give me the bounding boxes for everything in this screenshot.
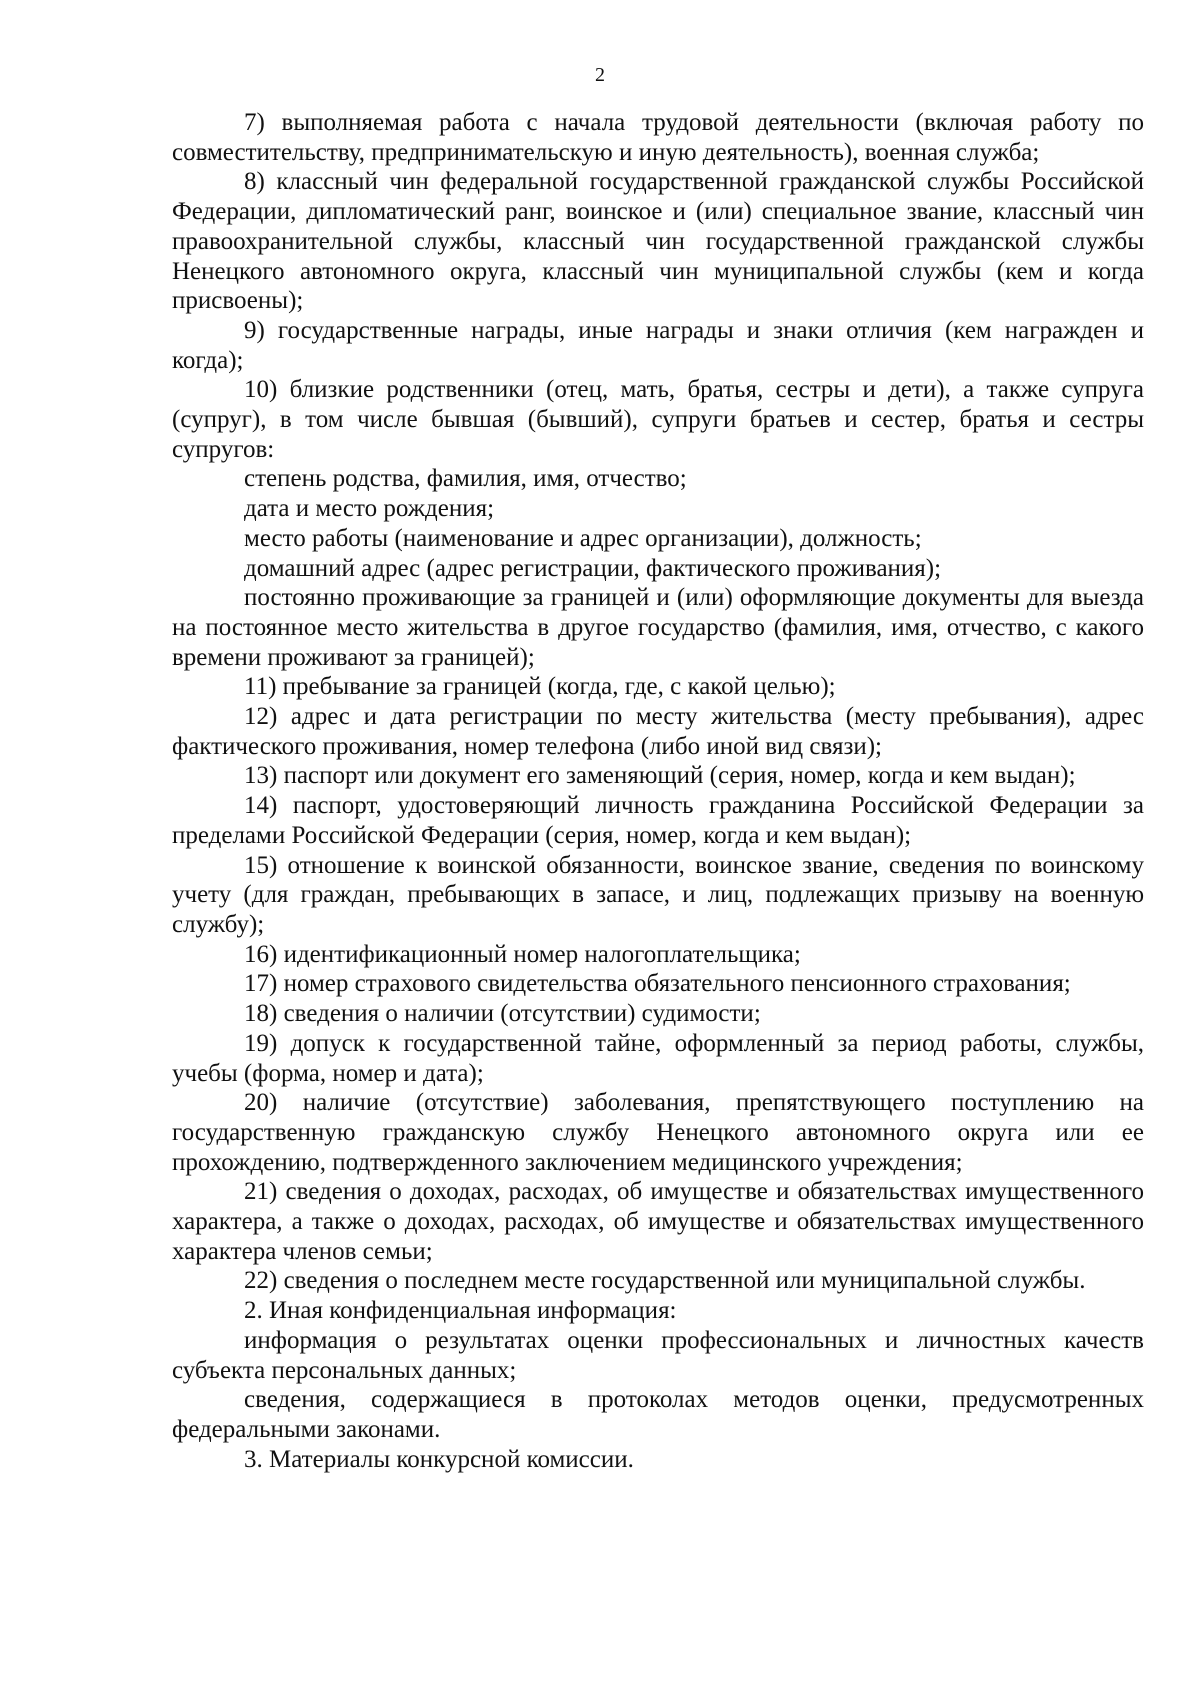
paragraph: 8) классный чин федеральной государственной гражданской службы Российской Федерации, дипломатический ранг, воинское и (или) специальное звание, классный чин правоохранительной службы, классный чин государственной гражданской службы Ненецкого автономного округа, классный чин муниципальной службы (кем и когда присвоены); (172, 168, 1144, 315)
paragraph: 20) наличие (отсутствие) заболевания, препятствующего поступлению на государственную гражданскую службу Ненецкого автономного округа или ее прохождению, подтвержденного заключением медицинского учреждения; (172, 1089, 1144, 1176)
paragraph: домашний адрес (адрес регистрации, фактического проживания); (244, 554, 942, 582)
paragraph: сведения, содержащиеся в протоколах методов оценки, предусмотренных федеральными законами. (172, 1386, 1144, 1443)
paragraph: дата и место рождения; (244, 495, 495, 523)
paragraph: степень родства, фамилия, имя, отчество; (244, 465, 687, 493)
paragraph: 19) допуск к государственной тайне, оформленный за период работы, службы, учебы (форма, номер и дата); (172, 1029, 1144, 1087)
paragraph: 17) номер страхового свидетельства обязательного пенсионного страхования; (244, 970, 1071, 998)
paragraph: 15) отношение к воинской обязанности, воинское звание, сведения по воинскому учету (для граждан, пребывающих в запасе, и лиц, подлежащих призыву на военную службу); (172, 851, 1144, 938)
paragraph: 7) выполняемая работа с начала трудовой деятельности (включая работу по совместительству, предпринимательскую и иную деятельность), военная служба; (172, 109, 1144, 166)
paragraph: 9) государственные награды, иные награды и знаки отличия (кем награжден и когда); (172, 316, 1144, 374)
paragraph: 12) адрес и дата регистрации по месту жительства (месту пребывания), адрес фактического проживания, номер телефона (либо иной вид связи); (172, 703, 1144, 760)
paragraph: постоянно проживающие за границей и (или) оформляющие документы для выезда на постоянное место жительства в другое государство (фамилия, имя, отчество, с какого времени проживают за границей); (172, 584, 1144, 671)
paragraph: 11) пребывание за границей (когда, где, с какой целью); (244, 673, 836, 701)
paragraph: 2. Иная конфиденциальная информация: (244, 1297, 677, 1325)
paragraph: место работы (наименование и адрес организации), должность; (244, 524, 922, 552)
paragraph: 18) сведения о наличии (отсутствии) судимости; (244, 1000, 761, 1028)
paragraph: 13) паспорт или документ его заменяющий (серия, номер, когда и кем выдан); (244, 762, 1076, 790)
paragraph: 21) сведения о доходах, расходах, об имуществе и обязательствах имущественного характера, а также о доходах, расходах, об имуществе и обязательствах имущественного характера членов семьи; (172, 1178, 1144, 1265)
paragraph: 22) сведения о последнем месте государственной или муниципальной службы. (244, 1267, 1086, 1295)
paragraph: информация о результатах оценки профессиональных и личностных качеств субъекта персональных данных; (172, 1326, 1144, 1384)
paragraph: 16) идентификационный номер налогоплательщика; (244, 940, 801, 968)
paragraph: 14) паспорт, удостоверяющий личность гражданина Российской Федерации за пределами Российской Федерации (серия, номер, когда и кем выдан); (172, 792, 1144, 849)
paragraph: 3. Материалы конкурсной комиссии. (244, 1445, 634, 1473)
paragraph: 10) близкие родственники (отец, мать, братья, сестры и дети), а также супруга (супруг), в том числе бывшая (бывший), супруги братьев и сестер, братья и сестры супругов: (172, 376, 1144, 463)
document-body (172, 108, 1144, 1474)
page-number: 2 (595, 64, 605, 86)
